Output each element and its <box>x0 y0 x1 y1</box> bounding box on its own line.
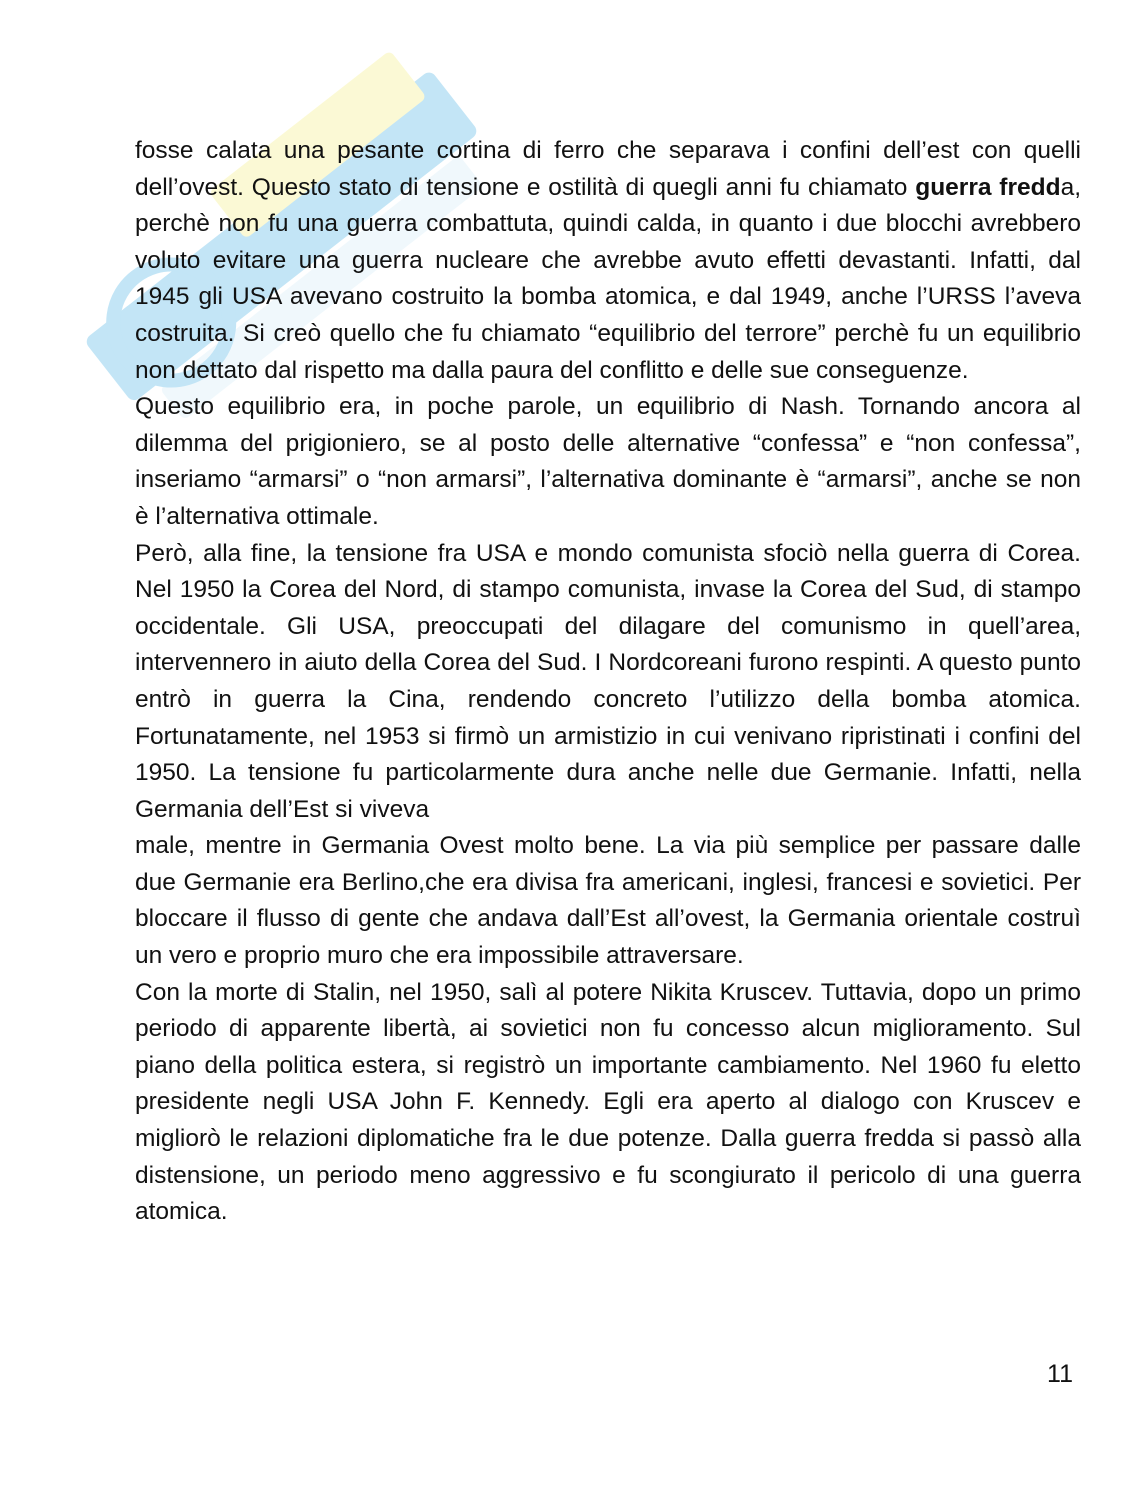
paragraph-5: Con la morte di Stalin, nel 1950, salì al potere Nikita Kruscev. Tuttavia, dopo un primo periodo di apparente libertà, ai sovietici non fu concesso alcun miglioramento. Sul piano della politica estera, si registrò un importante cambiamento. Nel 1960 fu eletto presidente negli USA John F. Kennedy. Egli era aperto al dialogo con Kruscev e migliorò le relazioni diplomatiche fra le due potenze. Dalla guerra fredda si passò alla distensione, un periodo meno aggressivo e fu scongiurato il pericolo di una guerra atomica. <box>135 978 1081 1226</box>
document-body <box>135 133 1081 1231</box>
bold-term-guerra-fredda: guerra fredd <box>915 173 1061 201</box>
paragraph-4: male, mentre in Germania Ovest molto bene. La via più semplice per passare dalle due Germanie era Berlino,che era divisa fra americani, inglesi, francesi e sovietici. Per bloccare il flusso di gente che andava dall’Est all’ovest, la Germania orientale costruì un vero e proprio muro che era impossibile attraversare. <box>135 832 1081 970</box>
page-number: 11 <box>1047 1360 1073 1388</box>
paragraph-1-text-a: fosse calata una pesante cortina di ferro che separava i confini dell’est con quelli dell’ovest. Questo stato di tensione e ostilità di quegli anni fu chiamato <box>135 137 1081 201</box>
paragraph-3: Però, alla fine, la tensione fra USA e mondo comunista sfociò nella guerra di Corea. Nel 1950 la Corea del Nord, di stampo comunista, invase la Corea del Sud, di stampo occidentale. Gli USA, preoccupati del dilagare del comunismo in quell’area, intervennero in aiuto della Corea del Sud. I Nordcoreani furono respinti. A questo punto entrò in guerra la Cina, rendendo concreto l’utilizzo della bomba atomica. Fortunatamente, nel 1953 si firmò un armistizio in cui venivano ripristinati i confini del 1950. La tensione fu particolarmente dura anche nelle due Germanie. Infatti, nella Germania dell’Est si viveva <box>135 539 1081 823</box>
paragraph-1 <box>135 133 1081 389</box>
paragraph-2: Questo equilibrio era, in poche parole, un equilibrio di Nash. Tornando ancora al dilemma del prigioniero, se al posto delle alternative “confessa” e “non confessa”, inseriamo “armarsi” o “non armarsi”, l’alternativa dominante è “armarsi”, anche se non è l’alternativa ottimale. <box>135 393 1081 530</box>
paragraph-1-text-b: a, perchè non fu una guerra combattuta, quindi calda, in quanto i due blocchi avrebbero voluto evitare una guerra nucleare che avrebbe avuto effetti devastanti. Infatti, dal 1945 gli USA avevano costruito la bomba atomica, e dal 1949, anche l’URSS l’aveva costruita. Si creò quello che fu chiamato “equilibrio del terrore” perchè fu un equilibrio non dettato dal rispetto ma dalla paura del conflitto e delle sue conseguenze. <box>135 173 1081 384</box>
